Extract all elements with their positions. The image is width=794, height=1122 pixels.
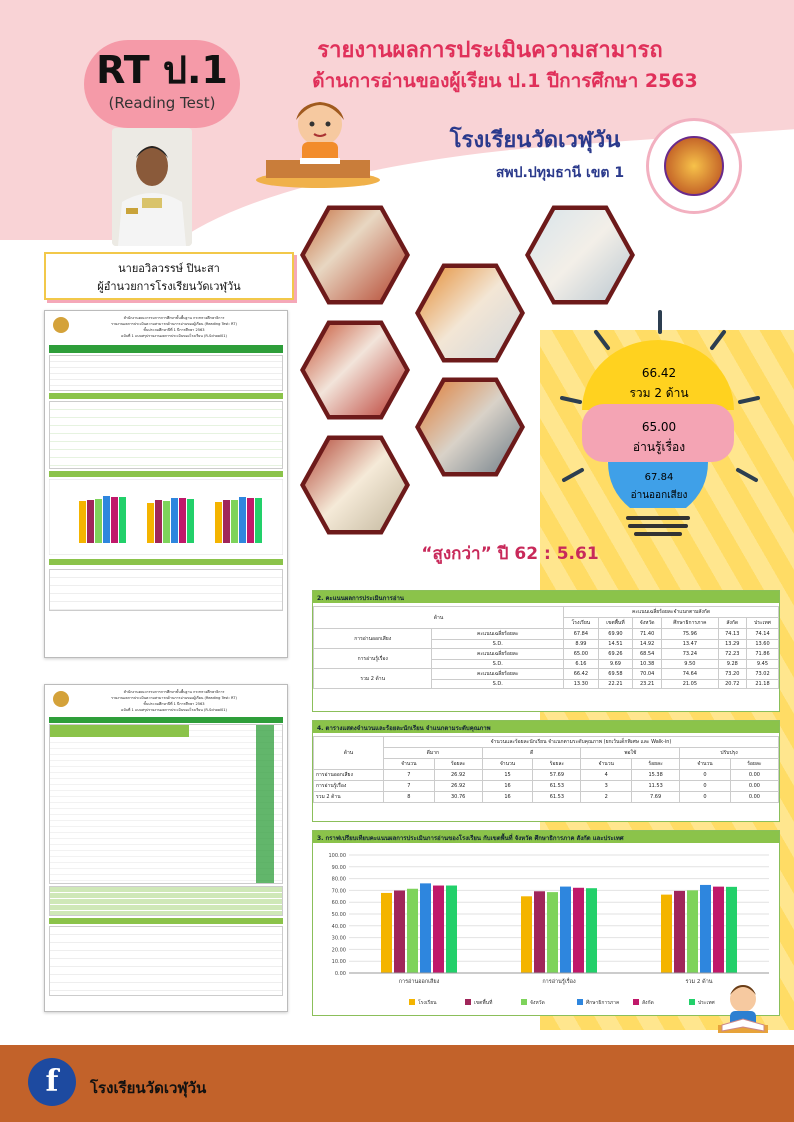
quality-side-header: ด้าน xyxy=(314,737,384,770)
bar-2-2 xyxy=(687,890,698,973)
school-name: โรงเรียนวัดเวฬุวัน xyxy=(449,128,621,153)
y-tick-label: 90.00 xyxy=(331,864,346,871)
quality-cell: 7 xyxy=(384,770,435,781)
score-cell: 66.42 xyxy=(564,669,599,680)
legend-swatch xyxy=(633,999,639,1005)
doc1-title: รายงานผลการประเมินความสามารถด้านการอ่านของผู้เรียน (Reading Test: RT) xyxy=(111,322,237,326)
doc1-mini-chart xyxy=(49,479,283,555)
score-cell: 73.20 xyxy=(718,669,746,680)
doc2-summary-rows xyxy=(49,886,283,916)
score-cell: 23.21 xyxy=(633,680,662,689)
score-group-header: คะแนนเฉลี่ยร้อยละจำแนกตามสังกัด xyxy=(564,607,779,618)
quality-cell: 0 xyxy=(680,792,731,803)
quality-cell: 61.53 xyxy=(533,792,581,803)
score-side-header: ด้าน xyxy=(314,607,564,629)
bar-0-2 xyxy=(661,895,672,973)
chart-title: 3. กราฟเปรียบเทียบคะแนนผลการประเมินการอ่านของโรงเรียน กับเขตพื้นที่ จังหวัด ศึกษาธิการภาค สังกัด และประเทศ xyxy=(313,831,779,843)
score-cell: 71.40 xyxy=(633,629,662,640)
score-col-header: จังหวัด xyxy=(633,618,662,629)
score-area: การอ่านออกเสียง xyxy=(314,629,432,649)
quality-cell: 30.76 xyxy=(434,792,482,803)
doc1-green-band xyxy=(49,345,283,353)
score-cell: 9.28 xyxy=(718,660,746,669)
director-card xyxy=(44,252,294,300)
badge-subtitle: (Reading Test) xyxy=(108,94,216,112)
legend-label: เขตพื้นที่ xyxy=(474,1000,493,1006)
rt-badge xyxy=(84,40,240,128)
quality-sub: จำนวน xyxy=(482,759,533,770)
comprehension-score-label: อ่านรู้เรื่อง xyxy=(632,440,686,454)
quality-sub: จำนวน xyxy=(680,759,731,770)
photo-hex-6 xyxy=(300,430,410,540)
score-cell: 22.21 xyxy=(598,680,632,689)
score-cell: 14.92 xyxy=(633,640,662,649)
score-col-header: ประเทศ xyxy=(746,618,778,629)
doc2-org: สำนักงานคณะกรรมการการศึกษาขั้นพื้นฐาน กระทรวงศึกษาธิการ xyxy=(123,690,225,694)
quality-cell: 2 xyxy=(581,792,632,803)
score-cell: 10.38 xyxy=(633,660,662,669)
quality-level: ปรับปรุง xyxy=(680,748,779,759)
facebook-icon[interactable]: f xyxy=(28,1058,76,1106)
comprehension-score-value: 65.00 xyxy=(641,420,677,434)
score-cell: 69.26 xyxy=(598,649,632,660)
bar-5-1 xyxy=(586,888,597,973)
quality-sub: ร้อยละ xyxy=(434,759,482,770)
score-kind: คะแนนเฉลี่ยร้อยละ xyxy=(432,669,564,680)
score-kind: คะแนนเฉลี่ยร้อยละ xyxy=(432,649,564,660)
bar-3-2 xyxy=(700,885,711,973)
score-table-heading: 2. คะแนนผลการประเมินการอ่าน xyxy=(313,591,779,603)
doc2-criteria-table xyxy=(49,926,283,996)
doc2-section-bar xyxy=(49,918,283,924)
report-page-2-thumbnail xyxy=(44,684,288,1012)
score-area: การอ่านรู้เรื่อง xyxy=(314,649,432,669)
bar-2-1 xyxy=(547,892,558,973)
score-cell: 69.58 xyxy=(598,669,632,680)
doc1-quality-bar xyxy=(49,559,283,565)
legend-swatch xyxy=(465,999,471,1005)
score-kind: S.D. xyxy=(432,680,564,689)
legend-label: โรงเรียน xyxy=(418,1000,437,1006)
score-table-row xyxy=(314,649,779,660)
seal-emblem xyxy=(664,136,724,196)
quality-group-header: จำนวนและร้อยละนักเรียน จำแนกตามระดับคุณภาพ (ยกเว้นเด็กพิเศษ และ Walk-in) xyxy=(384,737,779,748)
doc1-level: ชั้นประถมศึกษาปีที่ 1 ปีการศึกษา 2563 xyxy=(143,328,205,332)
quality-level: ดี xyxy=(482,748,581,759)
score-cell: 74.64 xyxy=(662,669,718,680)
doc1-org: สำนักงานคณะกรรมการการศึกษาขั้นพื้นฐาน กระทรวงศึกษาธิการ xyxy=(123,316,225,320)
quality-table-row xyxy=(314,770,779,781)
doc1-score-table xyxy=(49,401,283,469)
legend-swatch xyxy=(521,999,527,1005)
quality-area: การอ่านออกเสียง xyxy=(314,770,384,781)
quality-table-heading: 4. ตารางแสดงจำนวนและร้อยละนักเรียน จำแนกตามระดับคุณภาพ xyxy=(313,721,779,733)
bulb-rays xyxy=(560,310,760,550)
total-score-value: 66.42 xyxy=(641,366,677,380)
report-title-line2: ด้านการอ่านของผู้เรียน ป.1 ปีการศึกษา 2563 xyxy=(312,70,698,92)
photo-hex-5 xyxy=(415,372,525,482)
quality-table-panel xyxy=(312,720,780,822)
total-score-label: รวม 2 ด้าน xyxy=(629,386,689,400)
score-col-header: สังกัด xyxy=(718,618,746,629)
doc1-info-block xyxy=(49,355,283,391)
score-cell: 67.84 xyxy=(564,629,599,640)
quality-area: รวม 2 ด้าน xyxy=(314,792,384,803)
quality-cell: 15.38 xyxy=(632,770,680,781)
obec-logo xyxy=(53,317,69,333)
director-name: นายอวิลวรรษ์ ปินะสา xyxy=(118,262,220,275)
doc1-chart-bar xyxy=(49,471,283,477)
legend-label: ประเทศ xyxy=(698,1000,715,1006)
legend-swatch xyxy=(577,999,583,1005)
facebook-page-name[interactable]: โรงเรียนวัดเวฬุวัน xyxy=(90,1079,207,1097)
score-cell: 13.60 xyxy=(746,640,778,649)
bar-4-1 xyxy=(573,888,584,973)
higher-value: 5.61 xyxy=(556,544,599,564)
bar-3-1 xyxy=(560,887,571,973)
obec-logo-2 xyxy=(53,691,69,707)
score-cell: 21.05 xyxy=(662,680,718,689)
bar-4-2 xyxy=(713,887,724,973)
score-cell: 21.18 xyxy=(746,680,778,689)
quality-sub: จำนวน xyxy=(384,759,435,770)
score-cell: 68.54 xyxy=(633,649,662,660)
quality-cell: 0 xyxy=(680,781,731,792)
report-title-line1: รายงานผลการประเมินความสามารถ xyxy=(317,38,663,63)
legend-label: สังกัด xyxy=(642,1000,654,1006)
legend-swatch xyxy=(409,999,415,1005)
score-cell: 74.13 xyxy=(718,629,746,640)
score-cell: 13.30 xyxy=(564,680,599,689)
y-tick-label: 50.00 xyxy=(331,912,346,918)
score-cell: 73.24 xyxy=(662,649,718,660)
quality-cell: 0.00 xyxy=(730,781,778,792)
score-table-panel xyxy=(312,590,780,712)
improvement-note xyxy=(410,540,610,567)
y-tick-label: 40.00 xyxy=(331,923,346,930)
score-cell: 70.04 xyxy=(633,669,662,680)
quality-level: ดีมาก xyxy=(384,748,483,759)
y-tick-label: 20.00 xyxy=(331,947,346,954)
score-cell: 6.16 xyxy=(564,660,599,669)
bar-1-2 xyxy=(674,891,685,973)
score-cell: 65.00 xyxy=(564,649,599,660)
quality-cell: 16 xyxy=(482,792,533,803)
oral-score-label: อ่านออกเสียง xyxy=(630,490,688,501)
oral-score-value: 67.84 xyxy=(644,472,674,483)
doc1-section-bar xyxy=(49,393,283,399)
badge-title: RT ป.1 xyxy=(96,48,228,92)
score-area: รวม 2 ด้าน xyxy=(314,669,432,689)
bar-1-0 xyxy=(394,891,405,973)
y-tick-label: 30.00 xyxy=(331,935,346,942)
boy-reading-illustration xyxy=(708,975,778,1045)
quality-sub: ร้อยละ xyxy=(533,759,581,770)
score-col-header: โรงเรียน xyxy=(564,618,599,629)
score-cell: 75.96 xyxy=(662,629,718,640)
score-cell: 9.50 xyxy=(662,660,718,669)
x-tick-label: การอ่านออกเสียง xyxy=(398,979,440,985)
higher-prefix: “สูงกว่า” xyxy=(421,544,492,564)
quality-cell: 11.53 xyxy=(632,781,680,792)
score-col-header: เขตพื้นที่ xyxy=(598,618,632,629)
y-tick-label: 80.00 xyxy=(331,876,346,883)
score-col-header: ศึกษาธิการภาค xyxy=(662,618,718,629)
score-table-row xyxy=(314,669,779,680)
score-kind: คะแนนเฉลี่ยร้อยละ xyxy=(432,629,564,640)
legend-label: ศึกษาธิการภาค xyxy=(586,1000,620,1006)
score-cell: 9.69 xyxy=(598,660,632,669)
director-photo xyxy=(112,128,192,246)
x-tick-label: รวม 2 ด้าน xyxy=(685,979,713,985)
doc2-student-table xyxy=(49,724,283,884)
score-cell: 74.14 xyxy=(746,629,778,640)
quality-cell: 7 xyxy=(384,781,435,792)
girl-writing-illustration xyxy=(248,90,388,190)
quality-cell: 0.00 xyxy=(730,770,778,781)
score-cell: 13.47 xyxy=(662,640,718,649)
quality-cell: 61.53 xyxy=(533,781,581,792)
score-cell: 73.02 xyxy=(746,669,778,680)
score-cell: 9.45 xyxy=(746,660,778,669)
score-cell: 71.86 xyxy=(746,649,778,660)
score-table-row xyxy=(314,629,779,640)
quality-table-row xyxy=(314,781,779,792)
quality-cell: 16 xyxy=(482,781,533,792)
district-name: สพป.ปทุมธานี เขต 1 xyxy=(495,165,625,181)
doc2-level: ชั้นประถมศึกษาปีที่ 1 ปีการศึกษา 2563 xyxy=(143,702,205,706)
quality-cell: 57.69 xyxy=(533,770,581,781)
bar-5-0 xyxy=(446,886,457,973)
bar-4-0 xyxy=(433,886,444,973)
quality-cell: 7.69 xyxy=(632,792,680,803)
doc2-sub: ฉบับที่ 1 แบบสรุปรายงานผลการประเมินของโรงเรียน (R-School01) xyxy=(121,708,227,712)
score-kind: S.D. xyxy=(432,660,564,669)
quality-cell: 3 xyxy=(581,781,632,792)
score-cell: 13.29 xyxy=(718,640,746,649)
y-tick-label: 70.00 xyxy=(331,888,346,895)
bar-0-0 xyxy=(381,893,392,973)
director-role: ผู้อำนวยการโรงเรียนวัดเวฬุวัน xyxy=(97,280,241,293)
y-tick-label: 0.00 xyxy=(334,971,346,977)
quality-cell: 4 xyxy=(581,770,632,781)
doc1-sub: ฉบับที่ 1 แบบสรุปรายงานผลการประเมินของโรงเรียน (R-School01) xyxy=(121,334,227,338)
bar-3-0 xyxy=(420,883,431,973)
bar-5-2 xyxy=(726,887,737,973)
score-cell: 69.90 xyxy=(598,629,632,640)
x-tick-label: การอ่านรู้เรื่อง xyxy=(542,979,576,985)
higher-year: ปี 62 xyxy=(497,544,539,564)
doc2-title: รายงานผลการประเมินความสามารถด้านการอ่านของผู้เรียน (Reading Test: RT) xyxy=(111,696,237,700)
score-cell: 14.51 xyxy=(598,640,632,649)
doc2-green-band xyxy=(49,717,283,723)
doc1-quality-table xyxy=(49,569,283,611)
score-cell: 20.72 xyxy=(718,680,746,689)
bar-2-0 xyxy=(407,889,418,973)
quality-cell: 26.92 xyxy=(434,781,482,792)
y-tick-label: 60.00 xyxy=(331,900,346,907)
report-page-1-thumbnail xyxy=(44,310,288,658)
quality-area: การอ่านรู้เรื่อง xyxy=(314,781,384,792)
score-cell: 72.23 xyxy=(718,649,746,660)
quality-cell: 26.92 xyxy=(434,770,482,781)
quality-sub: ร้อยละ xyxy=(730,759,778,770)
quality-level: พอใช้ xyxy=(581,748,680,759)
quality-table-row xyxy=(314,792,779,803)
y-tick-label: 100.00 xyxy=(328,853,346,859)
quality-cell: 0 xyxy=(680,770,731,781)
score-table xyxy=(313,606,779,689)
quality-cell: 0.00 xyxy=(730,792,778,803)
quality-sub: จำนวน xyxy=(581,759,632,770)
quality-cell: 15 xyxy=(482,770,533,781)
quality-sub: ร้อยละ xyxy=(632,759,680,770)
quality-cell: 8 xyxy=(384,792,435,803)
bar-0-1 xyxy=(521,896,532,973)
higher-sep: : xyxy=(543,544,551,564)
bar-1-1 xyxy=(534,891,545,973)
legend-swatch xyxy=(689,999,695,1005)
school-seal-logo xyxy=(646,118,742,214)
y-tick-label: 10.00 xyxy=(331,959,346,966)
quality-table xyxy=(313,736,779,803)
legend-label: จังหวัด xyxy=(530,1000,545,1006)
score-kind: S.D. xyxy=(432,640,564,649)
score-cell: 8.99 xyxy=(564,640,599,649)
